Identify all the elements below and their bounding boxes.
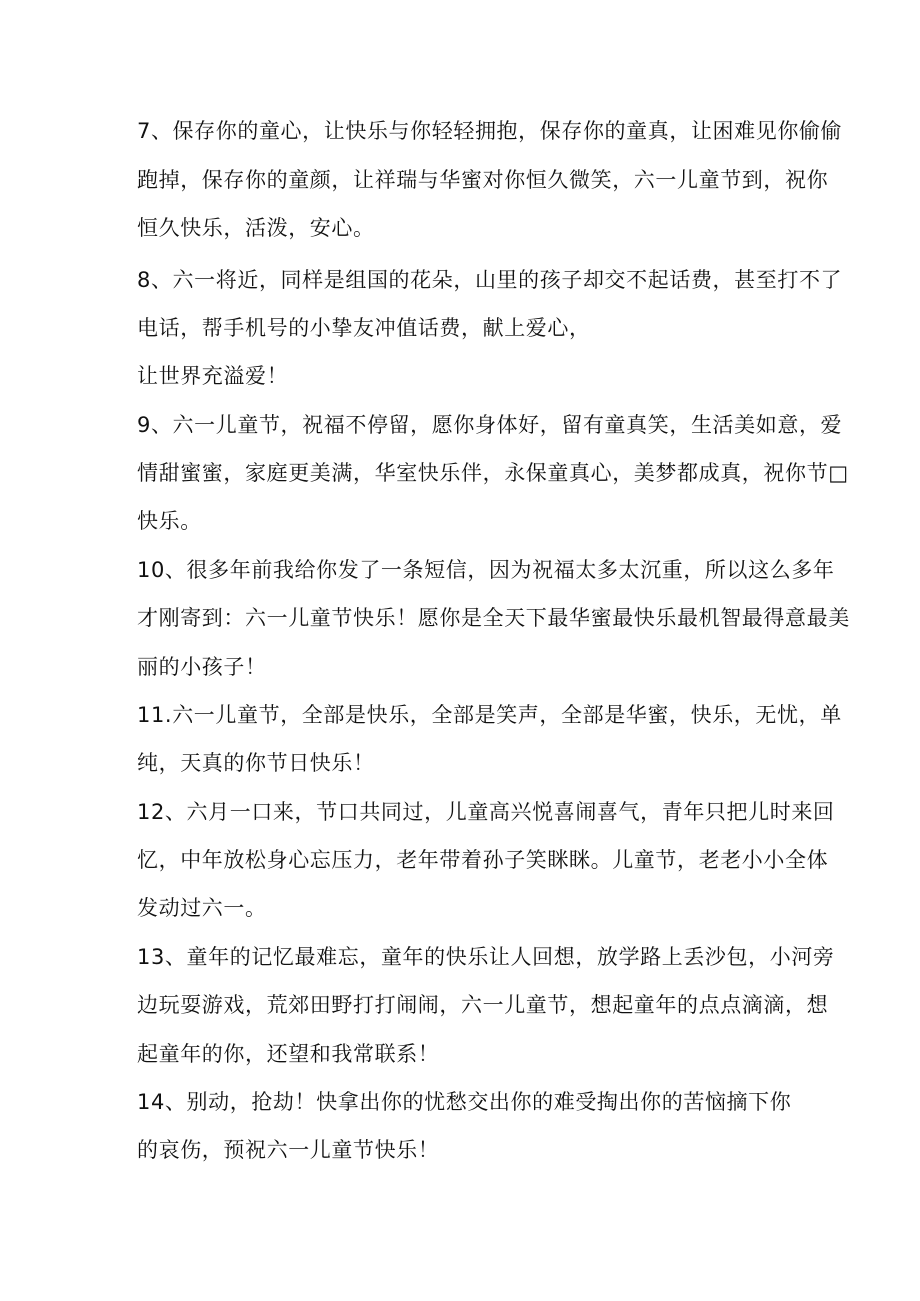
text-line: 10、很多年前我给你发了一条短信，因为祝福太多太沉重，所以这么多年: [137, 558, 835, 582]
text-line: 丽的小孩子！: [137, 655, 267, 679]
text-line: 快乐。: [137, 509, 202, 533]
text-line: 7、保存你的童心，让快乐与你轻轻拥抱，保存你的童真，让困难见你偷偷: [137, 119, 843, 143]
text-line: 边玩耍游戏，荒郊田野打打闹闹，六一儿童节，想起童年的点点滴滴，想: [137, 993, 829, 1017]
text-line: 发动过六一。: [137, 896, 267, 920]
text-line: 让世界充溢爱！: [137, 364, 289, 388]
text-line: 8、六一将近，同样是组国的花朵，山里的孩子却交不起话费，甚至打不了: [137, 268, 843, 292]
text-line: 14、别动，抢劫！快拿出你的忧愁交出你的难受掏出你的苦恼摘下你: [137, 1090, 792, 1114]
text-line: 11.六一儿童节，全部是快乐，全部是笑声，全部是华蜜，快乐，无忧，单: [137, 703, 842, 727]
text-line: 恒久快乐，活泼，安心。: [137, 216, 375, 240]
text-line: 情甜蜜蜜，家庭更美满，华室快乐伴，永保童真心，美梦都成真，祝你节□: [137, 461, 849, 485]
text-line: 9、六一儿童节，祝福不停留，愿你身体好，留有童真笑，生活美如意，爱: [137, 413, 843, 437]
text-line: 才刚寄到：六一儿童节快乐！愿你是全天下最华蜜最快乐最机智最得意最美: [137, 606, 850, 630]
text-line: 13、童年的记忆最难忘，童年的快乐让人回想，放学路上丢沙包，小河旁: [137, 945, 835, 969]
text-line: 的哀伤，预祝六一儿童节快乐！: [137, 1138, 440, 1162]
text-line: 起童年的你，还望和我常联系！: [137, 1042, 440, 1066]
text-line: 忆，中年放松身心忘压力，老年带着孙子笑眯眯。儿童节，老老小小全体: [137, 848, 829, 872]
text-line: 跑掉，保存你的童颜，让祥瑞与华蜜对你恒久微笑，六一儿童节到，祝你: [137, 168, 829, 192]
text-line: 12、六月一口来，节口共同过，儿童高兴悦喜闹喜气，青年只把儿时来回: [137, 800, 835, 824]
text-line: 纯，天真的你节日快乐！: [137, 751, 375, 775]
text-line: 电话，帮手机号的小挚友冲值话费，献上爱心，: [137, 316, 591, 340]
